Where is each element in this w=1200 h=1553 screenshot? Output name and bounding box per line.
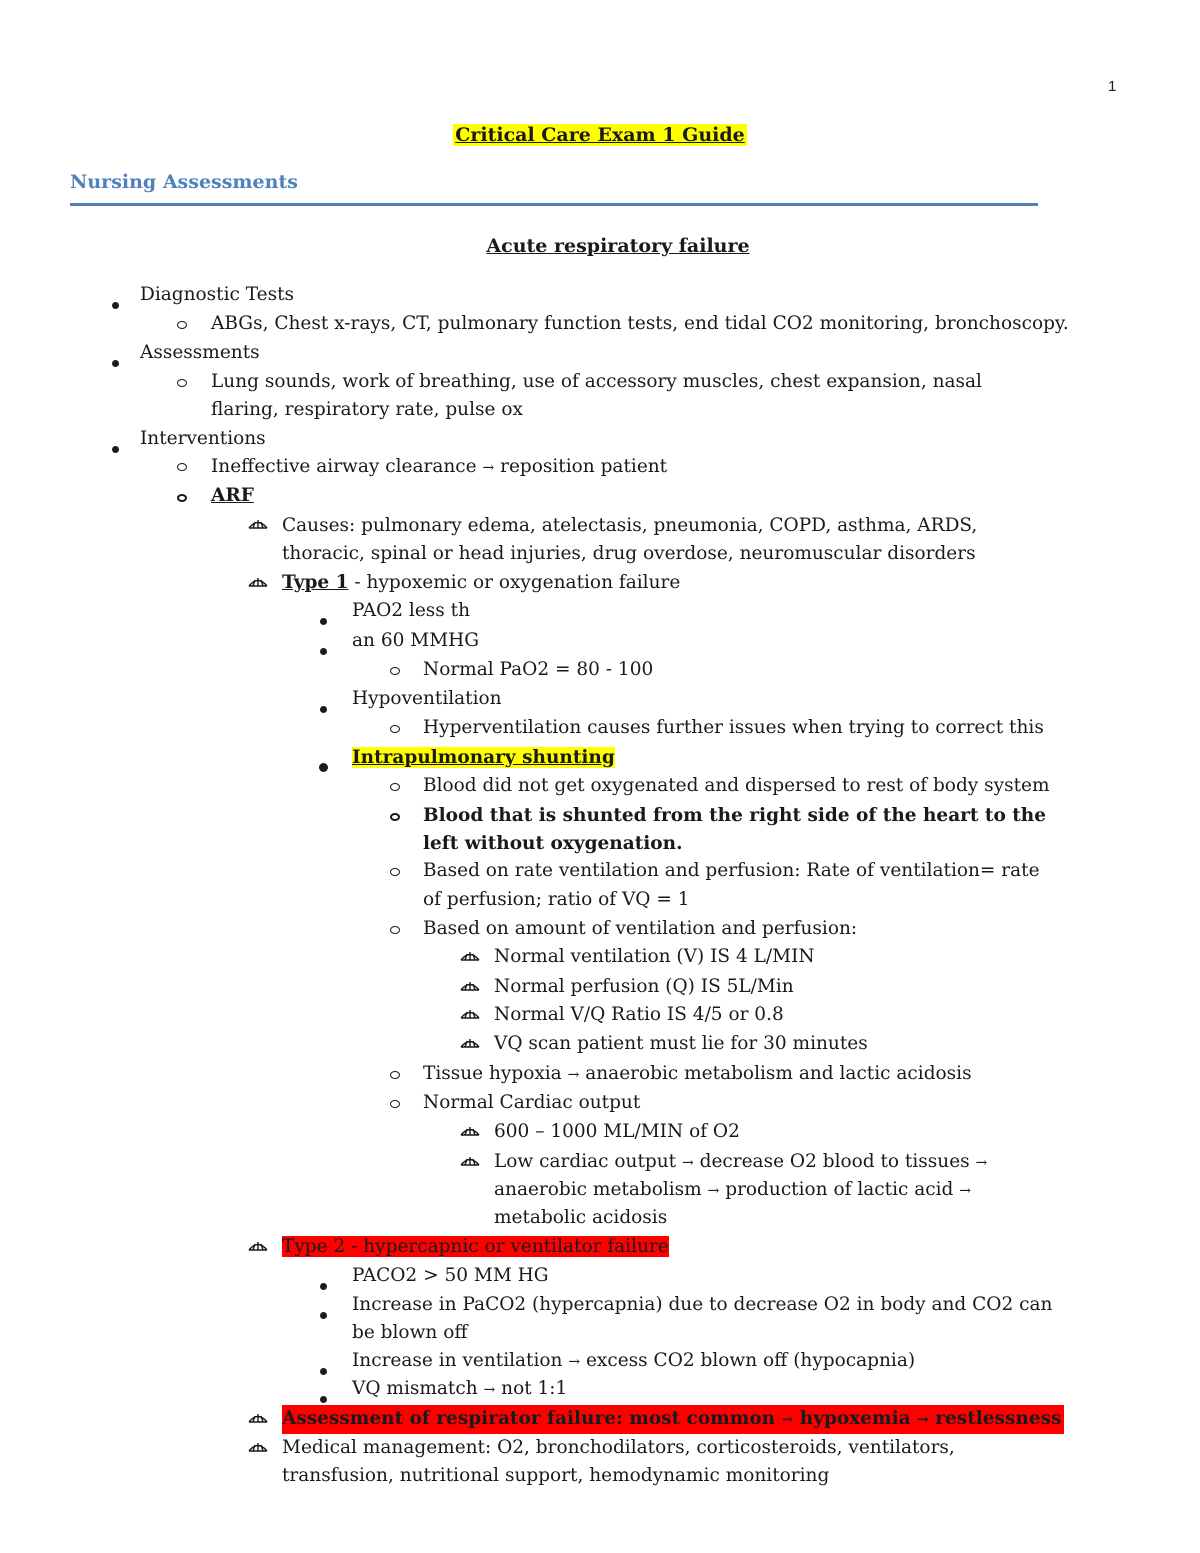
list-item-heading: ARF: [211, 485, 254, 506]
bullet-circle-icon: [390, 926, 400, 934]
list-item: Medical management: O2, bronchodilators, corticosteroids, ventilators,: [282, 1437, 955, 1458]
bullet-circle-icon: [177, 321, 187, 329]
bullet-disc-icon: [320, 648, 327, 655]
list-item-continuation: left without oxygenation.: [423, 833, 683, 854]
section-heading: Nursing Assessments: [70, 171, 298, 193]
list-item: Hypoventilation: [352, 688, 502, 709]
list-item: [282, 569, 680, 597]
item-text: VQ mismatch: [352, 1378, 478, 1399]
bullet-disc-icon: [112, 360, 119, 367]
list-item: Blood did not get oxygenated and dispersed to rest of body system: [423, 775, 1050, 796]
list-item: Based on rate ventilation and perfusion: Rate of ventilation= rate: [423, 860, 1040, 881]
bullet-circle-icon: [390, 667, 400, 675]
list-item: an 60 MMHG: [352, 630, 480, 651]
list-item: Increase in PaCO2 (hypercapnia) due to decrease O2 in body and CO2 can: [352, 1294, 1053, 1315]
title-text: Critical Care Exam 1 Guide: [455, 124, 745, 146]
item-text: production of lactic acid: [725, 1179, 954, 1200]
wingding-bullet-icon: [459, 948, 481, 964]
bullet-disc-icon: [320, 1368, 327, 1375]
item-text: Low cardiac output: [494, 1151, 677, 1172]
list-item: PACO2 > 50 MM HG: [352, 1265, 549, 1286]
bullet-circle-icon: [390, 1100, 400, 1108]
bullet-disc-icon: [112, 302, 119, 309]
list-item-continuation: thoracic, spinal or head injuries, drug overdose, neuromuscular disorders: [282, 543, 976, 564]
item-text: Assessment of respirator failure: most common: [282, 1408, 776, 1429]
list-item: [494, 1148, 987, 1177]
list-item: Blood that is shunted from the right side of the heart to the: [423, 805, 1047, 826]
bullet-disc-icon: [320, 618, 327, 625]
bullet-circle-icon: [390, 783, 400, 791]
bullet-disc-icon: [320, 1396, 327, 1403]
bullet-circle-icon: [390, 813, 400, 821]
list-item: Normal perfusion (Q) IS 5L/Min: [494, 976, 794, 997]
list-item: Lung sounds, work of breathing, use of accessory muscles, chest expansion, nasal: [211, 371, 982, 392]
list-item: Normal Cardiac output: [423, 1092, 641, 1113]
bullet-disc-icon: [320, 706, 327, 713]
list-item-continuation: be blown off: [352, 1322, 468, 1343]
list-item: Normal V/Q Ratio IS 4/5 or 0.8: [494, 1004, 784, 1025]
list-item: [352, 1347, 915, 1376]
list-item: Diagnostic Tests: [140, 284, 295, 305]
item-label: Type 1: [282, 572, 349, 593]
list-item: Normal PaO2 = 80 - 100: [423, 659, 654, 680]
bullet-circle-icon: [390, 725, 400, 733]
arrow-icon: →: [781, 1412, 794, 1428]
arrow-icon: →: [975, 1155, 988, 1171]
item-text: excess CO2 blown off (hypocapnia): [585, 1350, 916, 1371]
item-text: hypoxemia: [799, 1408, 911, 1429]
list-item-heading: [352, 744, 615, 772]
bullet-disc-icon: [112, 446, 119, 453]
arrow-icon: →: [568, 1354, 581, 1370]
list-item-highlighted: [282, 1405, 1064, 1434]
list-item-continuation: flaring, respiratory rate, pulse ox: [211, 399, 523, 420]
list-item: Interventions: [140, 428, 266, 449]
arrow-icon: →: [681, 1155, 694, 1171]
highlighted-text: Intrapulmonary shunting: [352, 747, 615, 768]
item-text: decrease O2 blood to tissues: [699, 1151, 970, 1172]
wingding-bullet-icon: [247, 1410, 269, 1426]
wingding-bullet-icon: [459, 978, 481, 994]
list-item: Causes: pulmonary edema, atelectasis, pneumonia, COPD, asthma, ARDS,: [282, 515, 978, 536]
wingding-bullet-icon: [459, 1123, 481, 1139]
bullet-disc-icon: [320, 1283, 327, 1290]
item-text: not 1:1: [501, 1378, 568, 1399]
wingding-bullet-icon: [247, 516, 269, 532]
wingding-bullet-icon: [459, 1035, 481, 1051]
list-item: Assessments: [140, 342, 260, 363]
bullet-disc-icon: [319, 763, 328, 772]
list-item: Normal ventilation (V) IS 4 L/MIN: [494, 946, 815, 967]
item-text: Tissue hypoxia: [423, 1063, 562, 1084]
arrow-icon: →: [917, 1412, 929, 1428]
item-text: - hypoxemic or oxygenation failure: [348, 572, 681, 593]
bullet-circle-icon: [177, 494, 187, 502]
list-item: [352, 1375, 567, 1404]
wingding-bullet-icon: [247, 1238, 269, 1254]
list-item: 600 – 1000 ML/MIN of O2: [494, 1121, 740, 1142]
arrow-icon: →: [707, 1183, 720, 1199]
document-title: [0, 124, 1200, 146]
item-text: reposition patient: [500, 456, 668, 477]
list-item: VQ scan patient must lie for 30 minutes: [494, 1033, 868, 1054]
bullet-circle-icon: [177, 379, 187, 387]
list-item-continuation: transfusion, nutritional support, hemodynamic monitoring: [282, 1465, 830, 1486]
arrow-icon: →: [483, 1382, 496, 1398]
section-divider: [70, 203, 1038, 206]
item-text: restlessness: [935, 1408, 1062, 1429]
wingding-bullet-icon: [459, 1153, 481, 1169]
list-item: PAO2 less th: [352, 600, 471, 621]
item-text: Ineffective airway clearance: [211, 456, 477, 477]
wingding-bullet-icon: [247, 574, 269, 590]
arrow-icon: →: [959, 1183, 972, 1199]
page-number: 1: [1108, 78, 1117, 95]
bullet-circle-icon: [390, 868, 400, 876]
list-item-continuation: metabolic acidosis: [494, 1207, 668, 1228]
list-item: Based on amount of ventilation and perfusion:: [423, 918, 858, 939]
list-item-continuation: [494, 1176, 971, 1205]
list-item: [211, 453, 667, 482]
topic-heading: Acute respiratory failure: [486, 235, 750, 257]
item-text: anaerobic metabolism and lactic acidosis: [585, 1063, 972, 1084]
list-item: ABGs, Chest x-rays, CT, pulmonary function tests, end tidal CO2 monitoring, bronchoscopy.: [211, 313, 1069, 334]
bullet-circle-icon: [390, 1071, 400, 1079]
list-item: Hyperventilation causes further issues when trying to correct this: [423, 717, 1044, 738]
arrow-icon: →: [567, 1067, 580, 1083]
list-item: [423, 1060, 972, 1089]
item-text: Increase in ventilation: [352, 1350, 563, 1371]
arrow-icon: →: [482, 460, 495, 476]
highlighted-text: Type 2 - hypercapnic or ventilator failure: [282, 1236, 669, 1257]
list-item: [282, 1233, 669, 1261]
wingding-bullet-icon: [459, 1006, 481, 1022]
item-text: anaerobic metabolism: [494, 1179, 702, 1200]
bullet-circle-icon: [177, 463, 187, 471]
wingding-bullet-icon: [247, 1439, 269, 1455]
bullet-disc-icon: [320, 1312, 327, 1319]
list-item-continuation: of perfusion; ratio of VQ = 1: [423, 889, 690, 910]
